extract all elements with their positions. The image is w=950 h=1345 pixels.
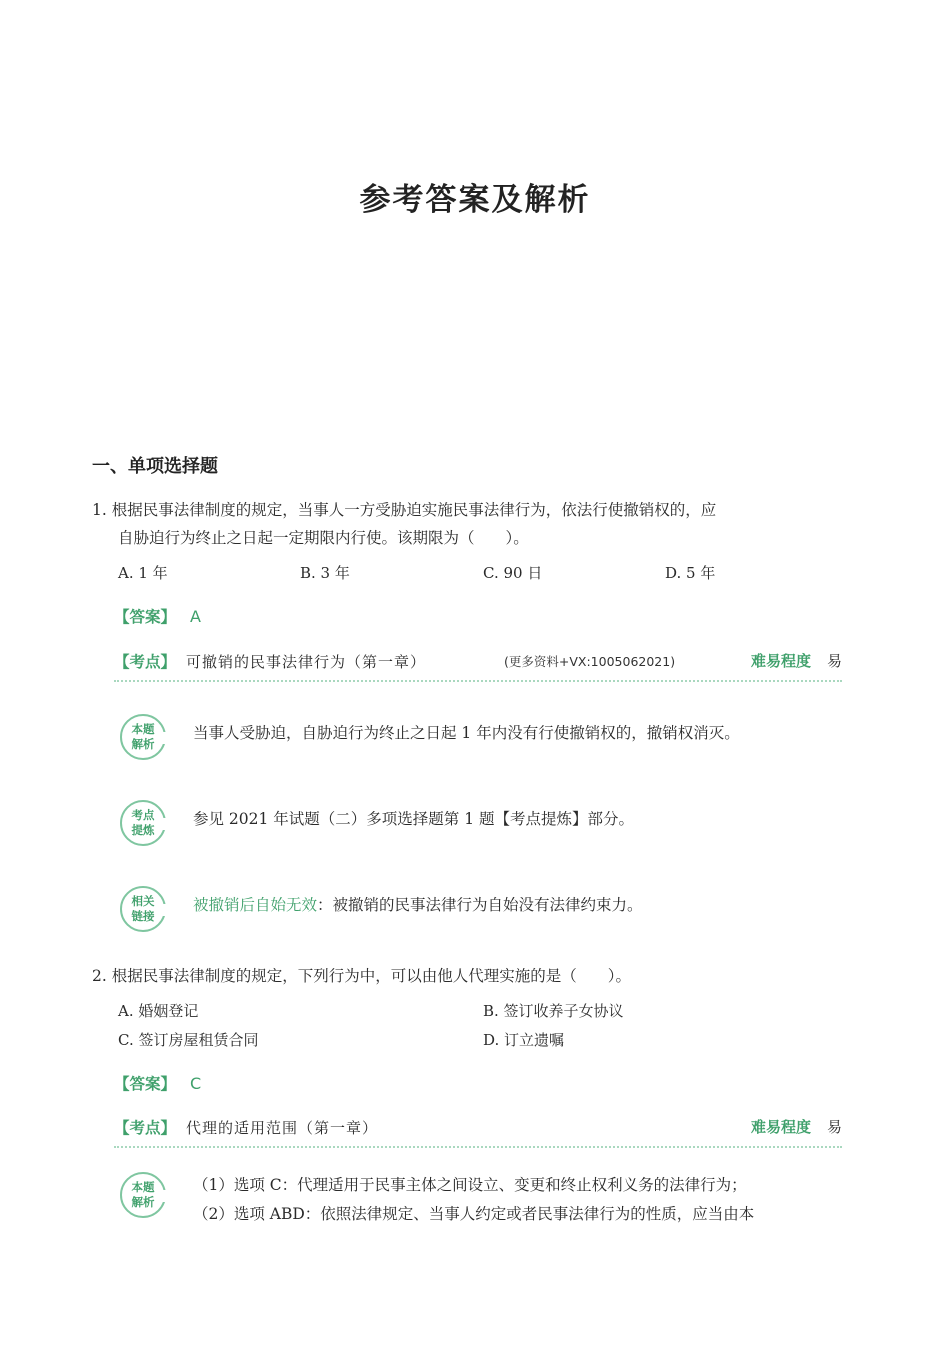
- key-point-text: 参见 2021 年试题（二）多项选择题第 1 题【考点提炼】部分。: [193, 810, 635, 828]
- analysis-badge-icon: 本题 解析: [120, 714, 166, 760]
- question-2-option-a: A. 婚姻登记: [118, 1002, 199, 1020]
- related-link-highlight: 被撤销后自始无效: [193, 896, 318, 914]
- answer-label: 【答案】: [114, 1075, 177, 1093]
- question-2-option-b: B. 签订收养子女协议: [483, 1002, 624, 1020]
- answer-label: 【答案】: [114, 608, 177, 626]
- difficulty: [751, 650, 842, 671]
- question-1-option-a: A. 1 年: [118, 564, 168, 582]
- analysis-text-line1: （1）选项 C：代理适用于民事主体之间设立、变更和终止权利义务的法律行为；: [193, 1176, 747, 1194]
- section-title: 一、单项选择题: [92, 456, 218, 477]
- question-1-option-c: C. 90 日: [483, 564, 543, 582]
- question-1-topic-row: [114, 650, 842, 672]
- question-1-text-line1: 1. 根据民事法律制度的规定，当事人一方受胁迫实施民事法律行为，依法行使撤销权的，应: [92, 501, 717, 519]
- page-title: 参考答案及解析: [359, 182, 591, 218]
- related-link-text: [193, 891, 643, 919]
- question-1-answer-row: [114, 605, 842, 627]
- dotted-divider: [114, 1146, 842, 1148]
- answer-value: A: [190, 607, 201, 626]
- question-2-answer-row: [114, 1072, 842, 1094]
- topic-label: 【考点】: [114, 1119, 177, 1137]
- analysis-text: 当事人受胁迫，自胁迫行为终止之日起 1 年内没有行使撤销权的，撤销权消灭。: [193, 724, 740, 742]
- difficulty-label: 难易程度: [750, 652, 811, 670]
- question-2-option-d: D. 订立遗嘱: [483, 1031, 565, 1049]
- question-1-option-d: D. 5 年: [665, 564, 716, 582]
- related-link-badge-icon: 相关 链接: [120, 886, 166, 932]
- question-2-topic-row: [114, 1116, 842, 1138]
- difficulty: [751, 1116, 842, 1137]
- key-point-badge-icon: 考点 提炼: [120, 800, 166, 846]
- question-2-text: 2. 根据民事法律制度的规定，下列行为中，可以由他人代理实施的是（ ）。: [92, 967, 631, 985]
- question-2-option-c: C. 签订房屋租赁合同: [118, 1031, 259, 1049]
- difficulty-value: 易: [826, 1118, 842, 1136]
- question-1-text-line2: 自胁迫行为终止之日起一定期限内行使。该期限为（ ）。: [118, 529, 529, 547]
- analysis-text-line2: （2）选项 ABD：依照法律规定、当事人约定或者民事法律行为的性质，应当由本: [193, 1205, 755, 1223]
- answer-value: C: [190, 1074, 202, 1093]
- question-1-option-b: B. 3 年: [300, 564, 350, 582]
- extra-info: (更多资料+VX:1005062021): [504, 654, 676, 669]
- related-link-body: ：被撤销的民事法律行为自始没有法律约束力。: [317, 896, 643, 914]
- topic-text: 代理的适用范围（第一章）: [186, 1119, 379, 1137]
- topic-text: 可撤销的民事法律行为（第一章）: [186, 653, 427, 671]
- analysis-badge-icon: 本题 解析: [120, 1172, 166, 1218]
- topic-label: 【考点】: [114, 653, 177, 671]
- difficulty-value: 易: [826, 652, 842, 670]
- dotted-divider: [114, 680, 842, 682]
- difficulty-label: 难易程度: [750, 1118, 811, 1136]
